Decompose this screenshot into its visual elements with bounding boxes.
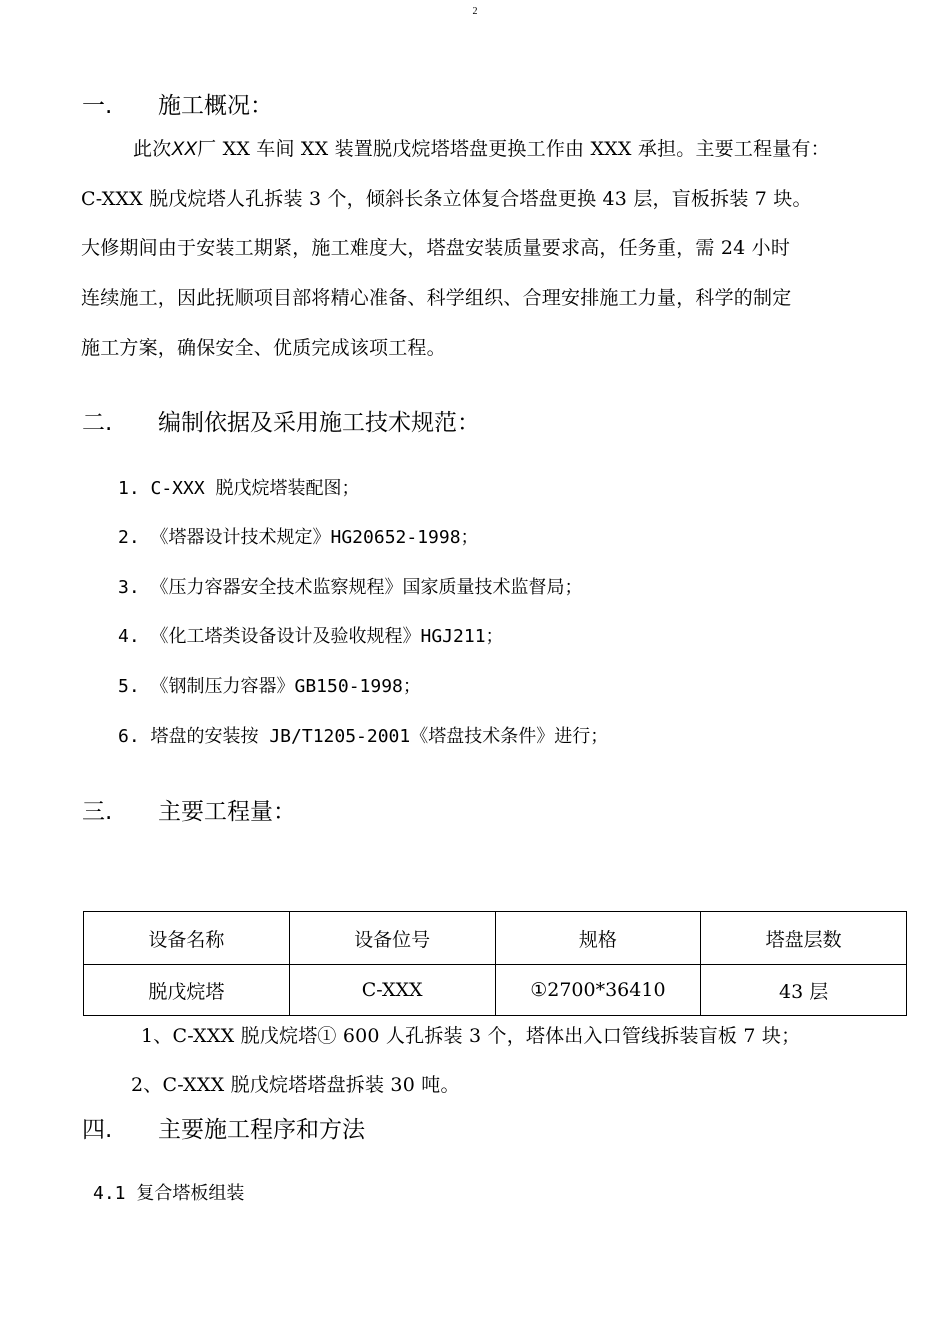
section-number: 三. (82, 799, 113, 825)
section-heading-quantities (82, 797, 682, 827)
table-cell: C-XXX (289, 965, 495, 1016)
table-row (84, 965, 907, 1016)
table-cell: 43 层 (701, 965, 907, 1016)
reference-item: 5. 《钢制压力容器》GB150-1998； (118, 676, 421, 697)
quantity-note: 1、C-XXX 脱戊烷塔① 600 人孔拆装 3 个，塔体出入口管线拆装盲板 7 块； (141, 1025, 801, 1047)
section-number: 二. (82, 410, 113, 436)
section-title: 主要工程量： (158, 799, 296, 825)
table-header-cell: 塔盘层数 (701, 912, 907, 965)
section-number: 一. (82, 93, 113, 119)
subsection-heading: 4.1 复合塔板组装 (93, 1183, 245, 1204)
table-header-cell: 设备名称 (84, 912, 290, 965)
overview-line-3: 大修期间由于安装工期紧，施工难度大，塔盘安装质量要求高，任务重，需 24 小时 (81, 237, 791, 259)
reference-item: 4. 《化工塔类设备设计及验收规程》HGJ211； (118, 626, 504, 647)
overview-line-4: 连续施工，因此抚顺项目部将精心准备、科学组织、合理安排施工力量，科学的制定 (81, 287, 792, 309)
section-heading-overview (82, 91, 682, 121)
reference-item: 2. 《塔器设计技术规定》HG20652-1998； (118, 527, 479, 548)
section-title: 编制依据及采用施工技术规范： (158, 410, 480, 436)
overview-line-5: 施工方案，确保安全、优质完成该项工程。 (81, 337, 446, 359)
table-cell: ①2700*36410 (495, 965, 701, 1016)
table-header-cell: 设备位号 (289, 912, 495, 965)
section-number: 四. (82, 1117, 113, 1143)
quantity-note: 2、C-XXX 脱戊烷塔塔盘拆装 30 吨。 (131, 1074, 460, 1096)
page-number: 2 (472, 6, 478, 17)
table-header-cell: 规格 (495, 912, 701, 965)
section-heading-basis (82, 408, 782, 438)
reference-item: 6. 塔盘的安装按 JB/T1205-2001《塔盘技术条件》进行； (118, 726, 609, 747)
equipment-table (83, 911, 907, 1016)
italic-placeholder: XX (171, 139, 198, 160)
reference-item: 1. C-XXX 脱戊烷塔装配图； (118, 478, 360, 499)
table-cell: 脱戊烷塔 (84, 965, 290, 1016)
reference-item: 3. 《压力容器安全技术监察规程》国家质量技术监督局； (118, 577, 583, 598)
section-title: 主要施工程序和方法 (158, 1117, 365, 1143)
section-heading-procedure (82, 1115, 682, 1145)
section-title: 施工概况： (158, 93, 273, 119)
table-header-row (84, 912, 907, 965)
overview-line-1: 此次XX厂 XX 车间 XX 装置脱戊烷塔塔盘更换工作由 XXX 承担。主要工程量有： (133, 138, 830, 160)
overview-line-2: C-XXX 脱戊烷塔人孔拆装 3 个，倾斜长条立体复合塔盘更换 43 层，盲板拆装 7 块。 (81, 188, 812, 210)
